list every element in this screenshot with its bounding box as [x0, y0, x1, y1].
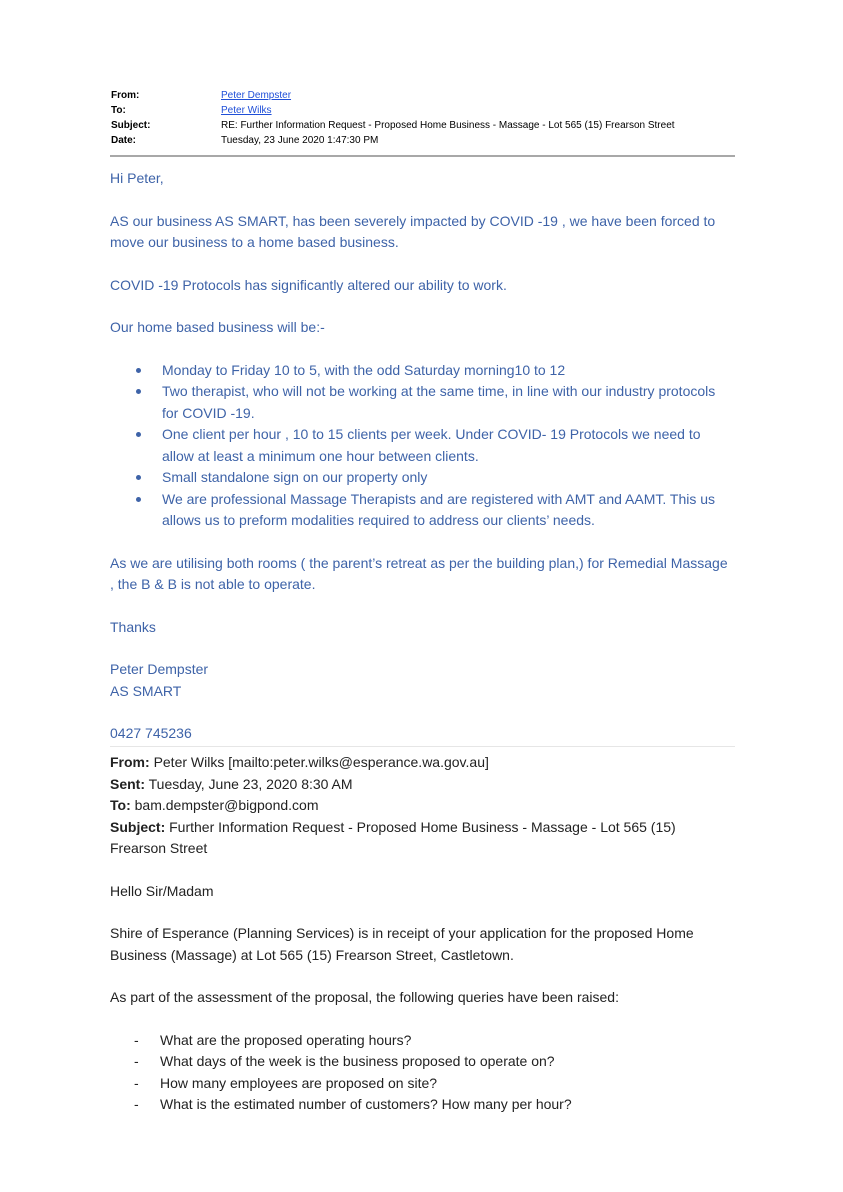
reply-greeting: Hi Peter,	[110, 170, 164, 186]
header-subject-label: Subject:	[111, 120, 151, 131]
list-item: Monday to Friday 10 to 5, with the odd Saturday morning10 to 12	[162, 360, 735, 382]
list-item: - What is the estimated number of customers? How many per hour?	[160, 1094, 735, 1116]
signature	[110, 659, 735, 702]
reply-bullet-list	[110, 360, 735, 532]
original-message-divider	[110, 746, 735, 747]
list-item: - How many employees are proposed on site?	[160, 1073, 735, 1095]
header-date-label: Date:	[111, 135, 137, 146]
list-item: Two therapist, who will not be working at the same time, in line with our industry protocols for COVID -19.	[162, 381, 735, 424]
header-from-link[interactable]: Peter Dempster	[221, 90, 292, 101]
reply-paragraph: AS our business AS SMART, has been severely impacted by COVID -19 , we have been forced to move our business to a home based business.	[110, 212, 716, 250]
header-to-row	[111, 103, 675, 118]
original-subject-value: Further Information Request - Proposed Home Business - Massage - Lot 565 (15) Frearson Street	[110, 818, 676, 856]
header-date-value: Tuesday, 23 June 2020 1:47:30 PM	[221, 135, 379, 146]
original-subject-label: Subject:	[110, 818, 166, 835]
reply-body	[110, 168, 735, 766]
original-meta	[110, 752, 735, 860]
original-sent-row	[110, 774, 735, 796]
reply-thanks: Thanks	[110, 618, 156, 635]
signature-company: AS SMART	[110, 682, 182, 699]
header-subject-value: RE: Further Information Request - Proposed Home Business - Massage - Lot 565 (15) Frearson Street	[221, 120, 675, 131]
signature-name: Peter Dempster	[110, 661, 209, 677]
header-date-row	[111, 133, 675, 148]
original-from-value: Peter Wilks [mailto:peter.wilks@esperance.wa.gov.au]	[153, 754, 489, 770]
original-paragraph: As part of the assessment of the proposal, the following queries have been raised:	[110, 989, 619, 1005]
original-from-label: From:	[110, 754, 150, 770]
original-to-row	[110, 795, 735, 817]
reply-paragraph: COVID -19 Protocols has significantly altered our ability to work.	[110, 276, 507, 293]
header-to-label: To:	[111, 105, 126, 116]
list-item: We are professional Massage Therapists and are registered with AMT and AAMT. This us allows us to preform modalities required to address our clients’ needs.	[162, 489, 735, 532]
reply-paragraph: As we are utilising both rooms ( the parent’s retreat as per the building plan,) for Remedial Massage , the B & B is not able to operate.	[110, 554, 728, 592]
header-from-label: From:	[111, 90, 140, 101]
original-sent-label: Sent:	[110, 775, 145, 792]
list-item: One client per hour , 10 to 15 clients per week. Under COVID- 19 Protocols we need to allow at least a minimum one hour between clients.	[162, 424, 735, 467]
original-query-list	[110, 1030, 735, 1116]
original-from-row	[110, 752, 735, 774]
original-message	[110, 752, 735, 1116]
list-item: - What days of the week is the business proposed to operate on?	[160, 1051, 735, 1073]
header-subject-row	[111, 118, 675, 133]
original-subject-row	[110, 817, 735, 860]
header-divider	[110, 155, 735, 157]
original-sent-value: Tuesday, June 23, 2020 8:30 AM	[148, 775, 353, 792]
header-to-link[interactable]: Peter Wilks	[221, 105, 272, 116]
list-item: - What are the proposed operating hours?	[160, 1030, 735, 1052]
original-to-label: To:	[110, 797, 131, 813]
header-from-row	[111, 88, 675, 103]
original-paragraph: Shire of Esperance (Planning Services) is in receipt of your application for the proposed Home Business (Massage) at Lot 565 (15) Frearson Street, Castletown.	[110, 925, 694, 963]
original-greeting: Hello Sir/Madam	[110, 882, 214, 899]
original-to-value: bam.dempster@bigpond.com	[134, 797, 319, 813]
signature-phone: 0427 745236	[110, 725, 192, 741]
list-item: Small standalone sign on our property only	[162, 467, 735, 489]
email-header	[111, 88, 675, 148]
reply-paragraph: Our home based business will be:-	[110, 319, 325, 335]
